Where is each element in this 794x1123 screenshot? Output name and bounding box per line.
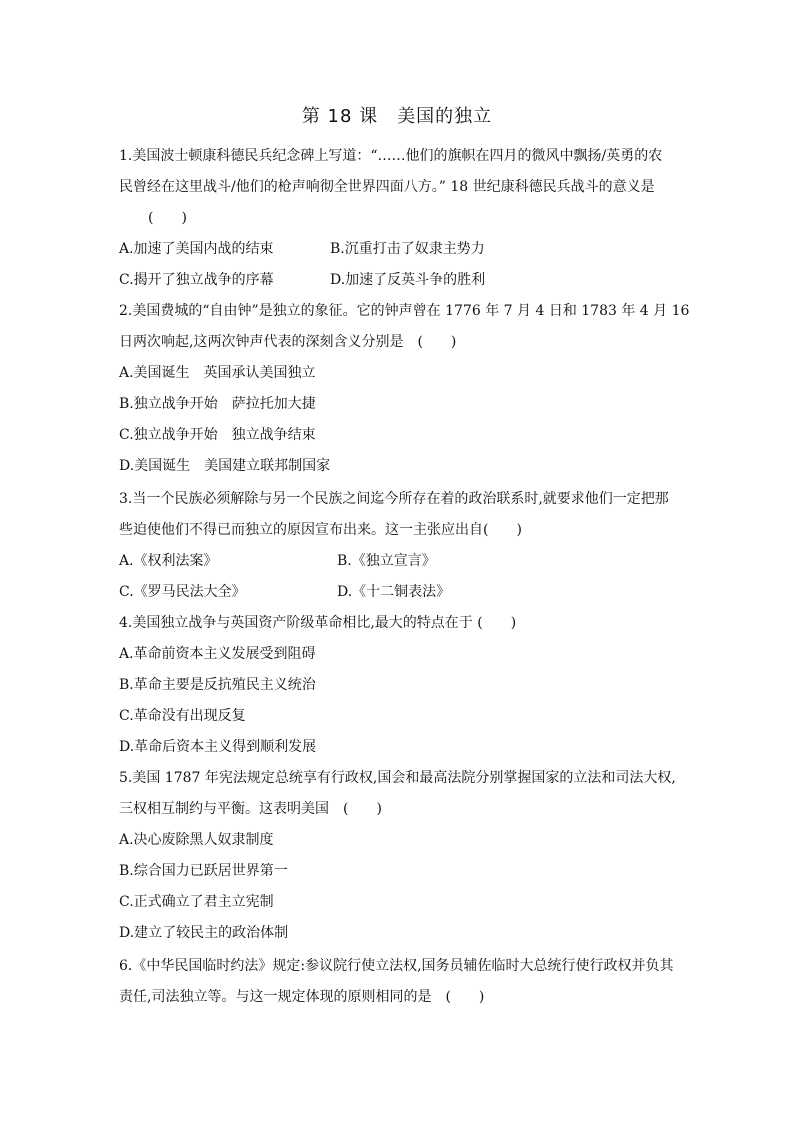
option-d: D.建立了较民主的政治体制: [119, 925, 289, 941]
option-a: A.《权利法案》: [119, 553, 218, 569]
question-stem-line: 5.美国 1787 年宪法规定总统享有行政权,国会和最高法院分别掌握国家的立法和司法大权,: [119, 770, 676, 786]
option-a: A.决心废除黑人奴隶制度: [119, 832, 274, 848]
question-stem-line: 4.美国独立战争与英国资产阶级革命相比,最大的特点在于 ( ): [119, 615, 517, 631]
question-stem-line: 三权相互制约与平衡。这表明美国 ( ): [119, 801, 382, 817]
option-b: B.沉重打击了奴隶主势力: [330, 241, 485, 257]
question-stem-line: 1.美国波士顿康科德民兵纪念碑上写道：“……他们的旗帜在四月的微风中飘扬/英勇的农: [119, 148, 663, 164]
option-d: D.《十二铜表法》: [337, 584, 451, 600]
option-b: B.《独立宣言》: [337, 553, 436, 569]
question-stem-line: 2.美国费城的“自由钟”是独立的象征。它的钟声曾在 1776 年 7 月 4 日和 1783 年 4 月 16: [119, 303, 690, 319]
option-a: A.加速了美国内战的结束: [119, 241, 274, 257]
option-c: C.独立战争开始 独立战争结束: [119, 427, 316, 443]
option-b: B.综合国力已跃居世界第一: [119, 863, 288, 879]
option-d: D.加速了反英斗争的胜利: [330, 272, 486, 288]
question-stem-line: 3.当一个民族必须解除与另一个民族之间迄今所存在着的政治联系时,就要求他们一定把那: [119, 491, 669, 507]
option-b: B.独立战争开始 萨拉托加大捷: [119, 396, 316, 412]
option-d: D.美国诞生 美国建立联邦制国家: [119, 458, 331, 474]
option-a: A.美国诞生 英国承认美国独立: [119, 365, 316, 381]
page-title: 第 18 课 美国的独立: [301, 106, 493, 127]
option-c: C.揭开了独立战争的序幕: [119, 272, 274, 288]
option-a: A.革命前资本主义发展受到阻碍: [119, 646, 316, 662]
option-c: C.革命没有出现反复: [119, 708, 246, 724]
option-b: B.革命主要是反抗殖民主义统治: [119, 677, 316, 693]
question-stem-line: 些迫使他们不得已而独立的原因宣布出来。这一主张应出自( ): [119, 522, 522, 538]
option-c: C.正式确立了君主立宪制: [119, 894, 274, 910]
question-stem-line: 民曾经在这里战斗/他们的枪声响彻全世界四面八方。” 18 世纪康科德民兵战斗的意义是: [119, 179, 655, 195]
question-stem-line: 责任,司法独立等。与这一规定体现的原则相同的是 ( ): [119, 989, 485, 1005]
answer-blank: ( ): [148, 210, 187, 226]
question-stem-line: 6.《中华民国临时约法》规定:参议院行使立法权,国务员辅佐临时大总统行使行政权并负其: [119, 958, 674, 974]
question-stem-line: 日两次响起,这两次钟声代表的深刻含义分别是 ( ): [119, 334, 457, 350]
option-c: C.《罗马民法大全》: [119, 584, 246, 600]
option-d: D.革命后资本主义得到顺利发展: [119, 739, 317, 755]
